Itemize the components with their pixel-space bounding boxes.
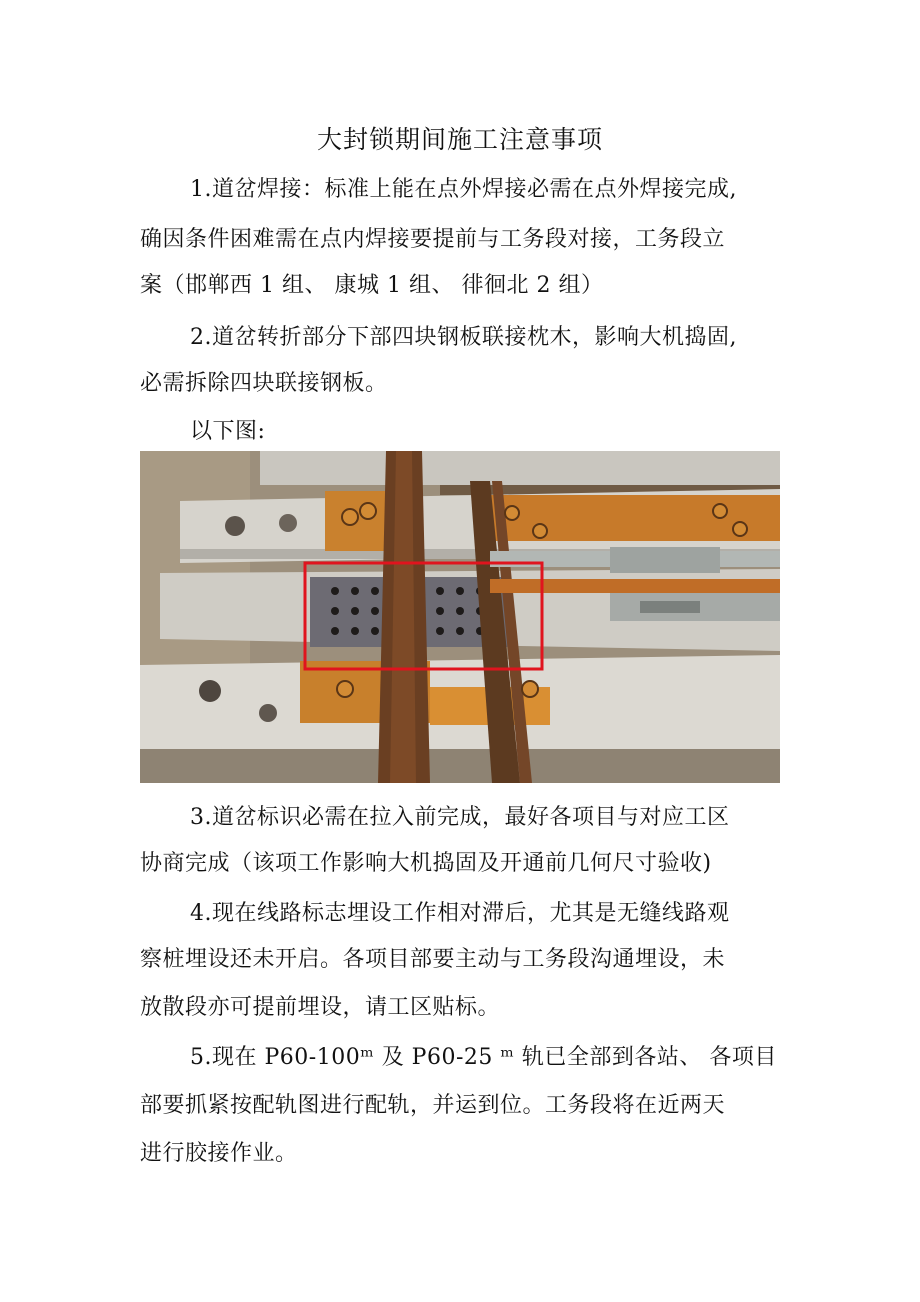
paragraph-4-line-2: 察桩埋设还未开启。各项目部要主动与工务段沟通埋设，未 — [140, 947, 726, 972]
paragraph-5-line-3: 进行胶接作业。 — [140, 1141, 298, 1166]
page-title: 大封锁期间施工注意事项 — [316, 125, 603, 154]
paragraph-5-line-2: 部要抓紧按配轨图进行配轨，并运到位。工务段将在近两天 — [140, 1093, 726, 1118]
paragraph-1-line-3: 案（邯郸西 1 组、 康城 1 组、 徘徊北 2 组） — [140, 273, 604, 298]
paragraph-2-line-2: 必需拆除四块联接钢板。 — [140, 371, 388, 396]
paragraph-4-line-3: 放散段亦可提前埋设，请工区贴标。 — [140, 995, 501, 1020]
paragraph-3-line-1: 3.道岔标识必需在拉入前完成，最好各项目与对应工区 — [190, 805, 730, 830]
railway-switch-photo — [140, 451, 780, 783]
photo-illustration — [140, 451, 780, 783]
paragraph-5-line-1: 5.现在 P60-100ᵐ 及 P60-25 ᵐ 轨已全部到各站、 各项目 — [190, 1045, 777, 1070]
paragraph-2-line-1: 2.道岔转折部分下部四块钢板联接枕木，影响大机捣固, — [190, 325, 737, 350]
paragraph-3-line-2: 协商完成（该项工作影响大机捣固及开通前几何尺寸验收) — [140, 851, 712, 876]
paragraph-1-line-1: 1.道岔焊接：标准上能在点外焊接必需在点外焊接完成, — [190, 177, 737, 202]
paragraph-1-line-2: 确因条件困难需在点内焊接要提前与工务段对接，工务段立 — [140, 227, 726, 252]
figure-caption: 以下图: — [190, 419, 266, 444]
paragraph-4-line-1: 4.现在线路标志埋设工作相对滞后，尤其是无缝线路观 — [190, 901, 730, 926]
